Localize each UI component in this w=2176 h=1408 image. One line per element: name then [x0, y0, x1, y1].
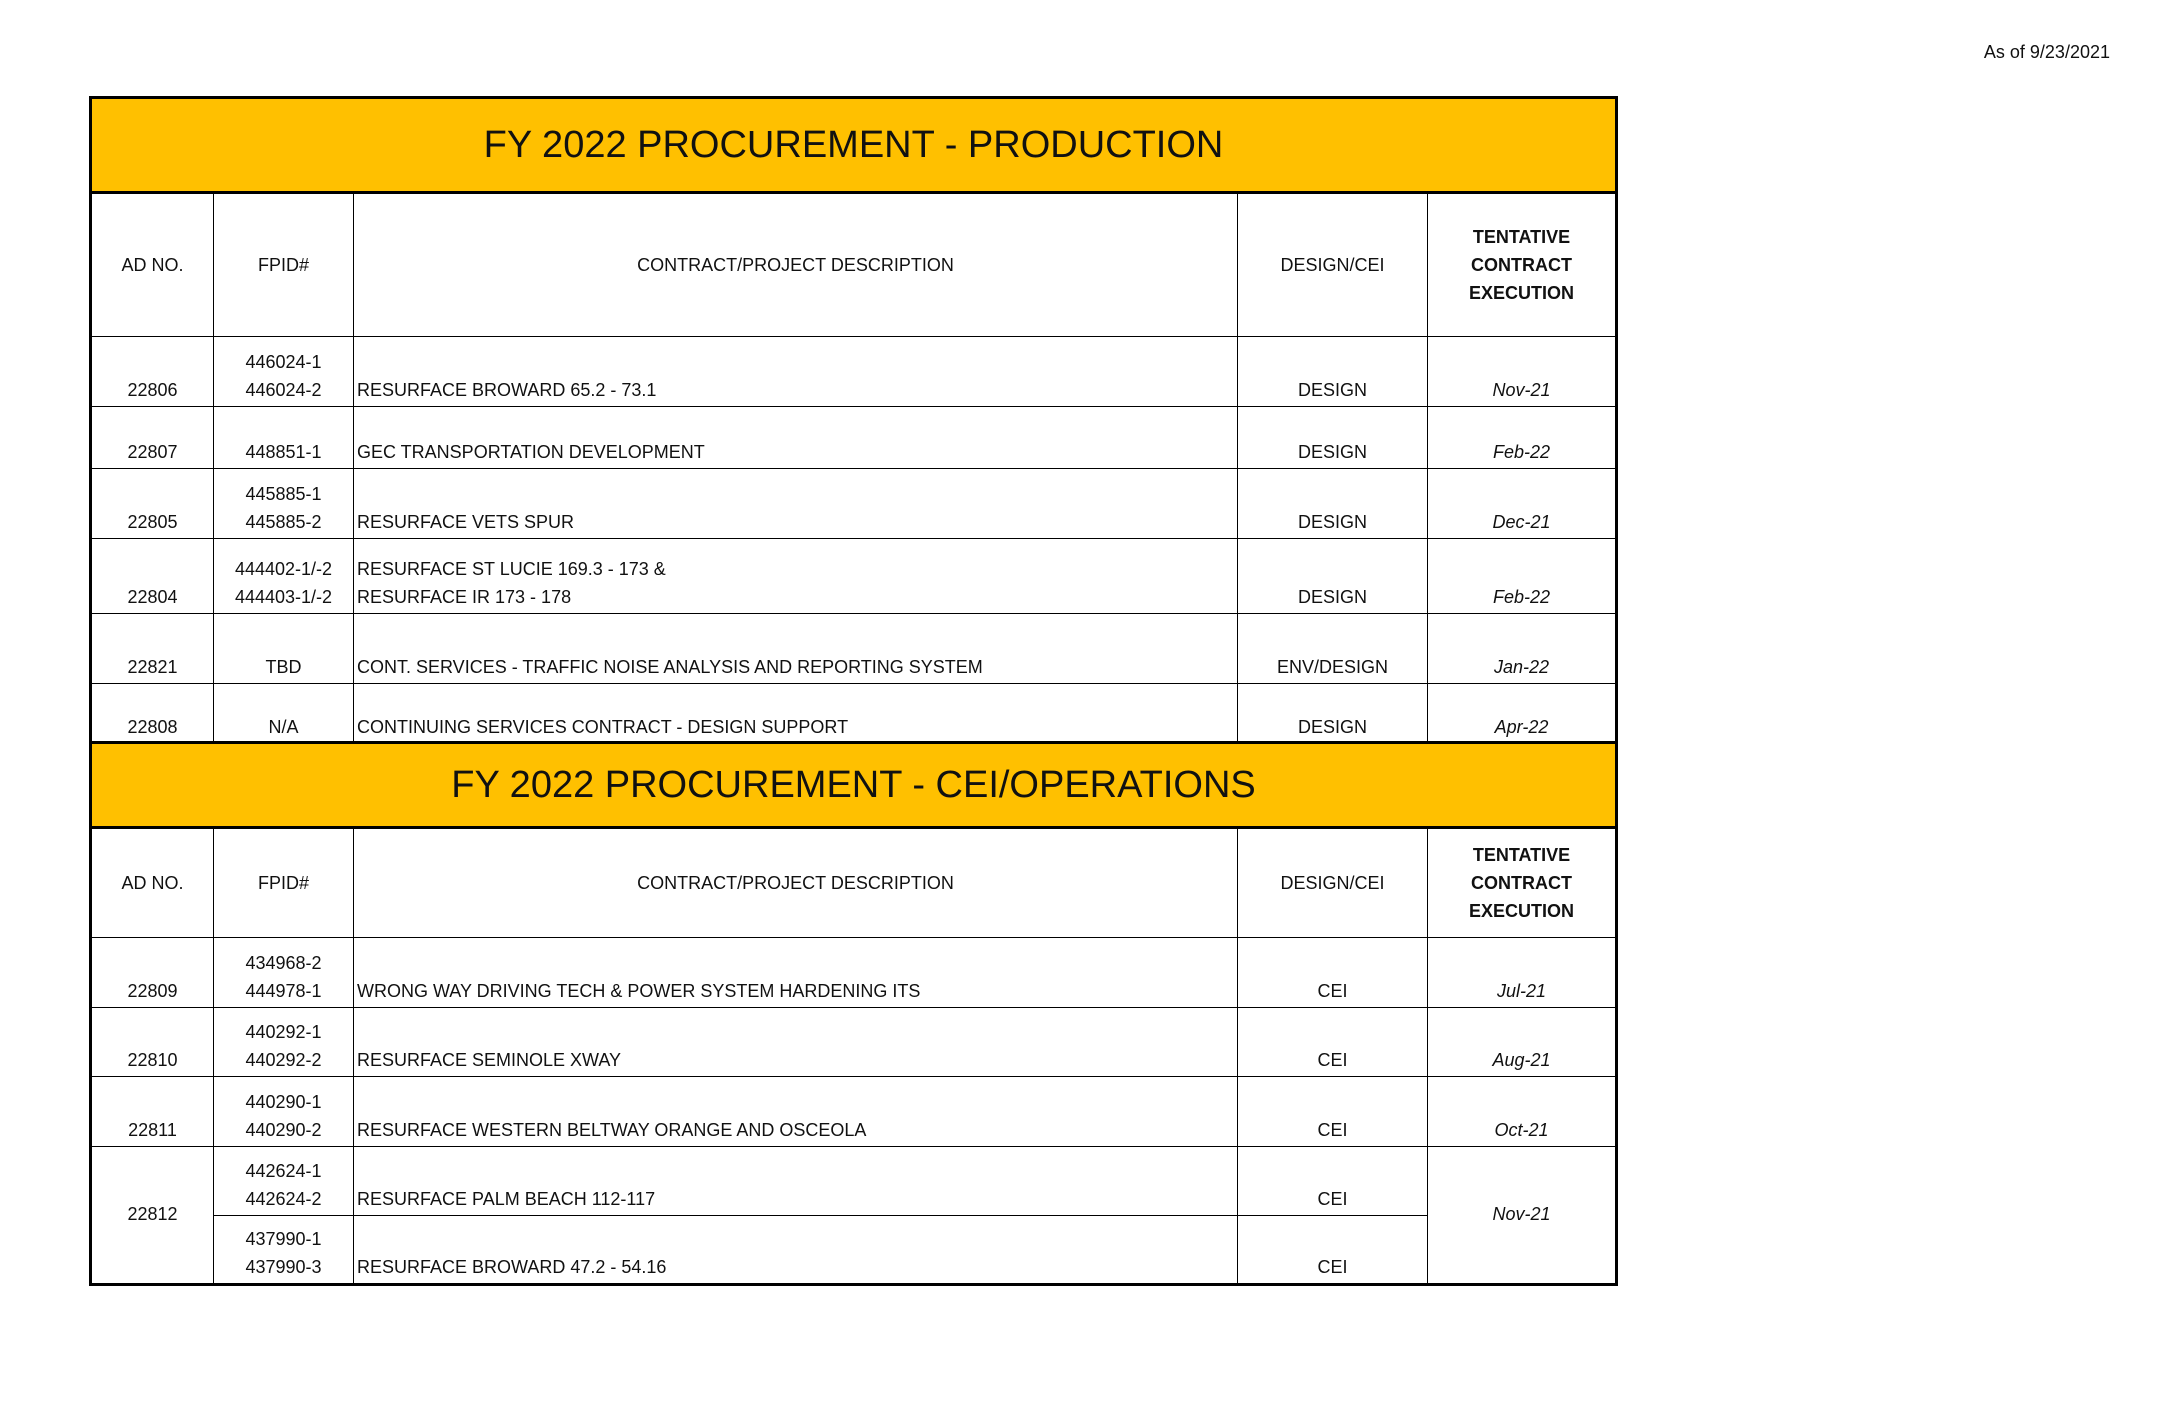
ad-no-cell: 22804	[91, 539, 214, 614]
table-row	[91, 614, 1617, 684]
type-cell: DESIGN	[1238, 539, 1428, 614]
description-cell: RESURFACE BROWARD 47.2 - 54.16	[354, 1216, 1238, 1285]
description-cell: RESURFACE ST LUCIE 169.3 - 173 & RESURFACE IR 173 - 178	[354, 539, 1238, 614]
fpid-cell: 442624-1 442624-2	[214, 1147, 354, 1216]
execution-date-cell: Nov-21	[1428, 1147, 1617, 1285]
fpid-cell: 445885-1 445885-2	[214, 469, 354, 539]
description-cell: CONTINUING SERVICES CONTRACT - DESIGN SUPPORT	[354, 684, 1238, 744]
cei-operations-table	[89, 741, 1615, 1286]
header-ad-no: AD NO.	[91, 828, 214, 938]
type-cell: DESIGN	[1238, 337, 1428, 407]
type-cell: DESIGN	[1238, 407, 1428, 469]
fpid-cell: 437990-1 437990-3	[214, 1216, 354, 1285]
fpid-cell: N/A	[214, 684, 354, 744]
description-cell: RESURFACE PALM BEACH 112-117	[354, 1147, 1238, 1216]
header-fpid: FPID#	[214, 193, 354, 337]
type-cell: ENV/DESIGN	[1238, 614, 1428, 684]
table-row	[91, 407, 1617, 469]
description-cell: RESURFACE SEMINOLE XWAY	[354, 1008, 1238, 1077]
fpid-cell: 446024-1 446024-2	[214, 337, 354, 407]
ad-no-cell: 22811	[91, 1077, 214, 1147]
fpid-cell: 440290-1 440290-2	[214, 1077, 354, 1147]
ad-no-cell: 22812	[91, 1147, 214, 1285]
table-row	[91, 1147, 1617, 1216]
table-row	[91, 469, 1617, 539]
type-cell: CEI	[1238, 1147, 1428, 1216]
execution-date-cell: Apr-22	[1428, 684, 1617, 744]
description-cell: WRONG WAY DRIVING TECH & POWER SYSTEM HARDENING ITS	[354, 938, 1238, 1008]
table-row	[91, 1077, 1617, 1147]
execution-date-cell: Nov-21	[1428, 337, 1617, 407]
header-design-cei: DESIGN/CEI	[1238, 828, 1428, 938]
header-design-cei: DESIGN/CEI	[1238, 193, 1428, 337]
production-title: FY 2022 PROCUREMENT - PRODUCTION	[91, 98, 1617, 193]
ad-no-cell: 22808	[91, 684, 214, 744]
type-cell: CEI	[1238, 1008, 1428, 1077]
type-cell: DESIGN	[1238, 469, 1428, 539]
ad-no-cell: 22807	[91, 407, 214, 469]
ad-no-cell: 22821	[91, 614, 214, 684]
description-cell: RESURFACE WESTERN BELTWAY ORANGE AND OSCEOLA	[354, 1077, 1238, 1147]
execution-date-cell: Jul-21	[1428, 938, 1617, 1008]
header-tentative-execution: TENTATIVE CONTRACT EXECUTION	[1428, 193, 1617, 337]
fpid-cell: 434968-2 444978-1	[214, 938, 354, 1008]
table-row	[91, 938, 1617, 1008]
fpid-cell: 448851-1	[214, 407, 354, 469]
ad-no-cell: 22806	[91, 337, 214, 407]
fpid-cell: 444402-1/-2 444403-1/-2	[214, 539, 354, 614]
header-description: CONTRACT/PROJECT DESCRIPTION	[354, 193, 1238, 337]
ad-no-cell: 22805	[91, 469, 214, 539]
type-cell: CEI	[1238, 1216, 1428, 1285]
description-cell: CONT. SERVICES - TRAFFIC NOISE ANALYSIS AND REPORTING SYSTEM	[354, 614, 1238, 684]
header-description: CONTRACT/PROJECT DESCRIPTION	[354, 828, 1238, 938]
table-row	[91, 1216, 1617, 1285]
table-row	[91, 1008, 1617, 1077]
production-table	[89, 96, 1615, 744]
cei-operations-title: FY 2022 PROCUREMENT - CEI/OPERATIONS	[91, 743, 1617, 828]
execution-date-cell: Feb-22	[1428, 539, 1617, 614]
execution-date-cell: Aug-21	[1428, 1008, 1617, 1077]
table-row	[91, 337, 1617, 407]
header-fpid: FPID#	[214, 828, 354, 938]
description-cell: RESURFACE VETS SPUR	[354, 469, 1238, 539]
fpid-cell: 440292-1 440292-2	[214, 1008, 354, 1077]
execution-date-cell: Jan-22	[1428, 614, 1617, 684]
ad-no-cell: 22809	[91, 938, 214, 1008]
header-tentative-execution: TENTATIVE CONTRACT EXECUTION	[1428, 828, 1617, 938]
fpid-cell: TBD	[214, 614, 354, 684]
type-cell: DESIGN	[1238, 684, 1428, 744]
description-cell: GEC TRANSPORTATION DEVELOPMENT	[354, 407, 1238, 469]
type-cell: CEI	[1238, 1077, 1428, 1147]
execution-date-cell: Oct-21	[1428, 1077, 1617, 1147]
ad-no-cell: 22810	[91, 1008, 214, 1077]
table-row	[91, 684, 1617, 744]
execution-date-cell: Dec-21	[1428, 469, 1617, 539]
execution-date-cell: Feb-22	[1428, 407, 1617, 469]
as-of-date: As of 9/23/2021	[1983, 42, 2110, 62]
header-ad-no: AD NO.	[91, 193, 214, 337]
table-row	[91, 539, 1617, 614]
type-cell: CEI	[1238, 938, 1428, 1008]
description-cell: RESURFACE BROWARD 65.2 - 73.1	[354, 337, 1238, 407]
